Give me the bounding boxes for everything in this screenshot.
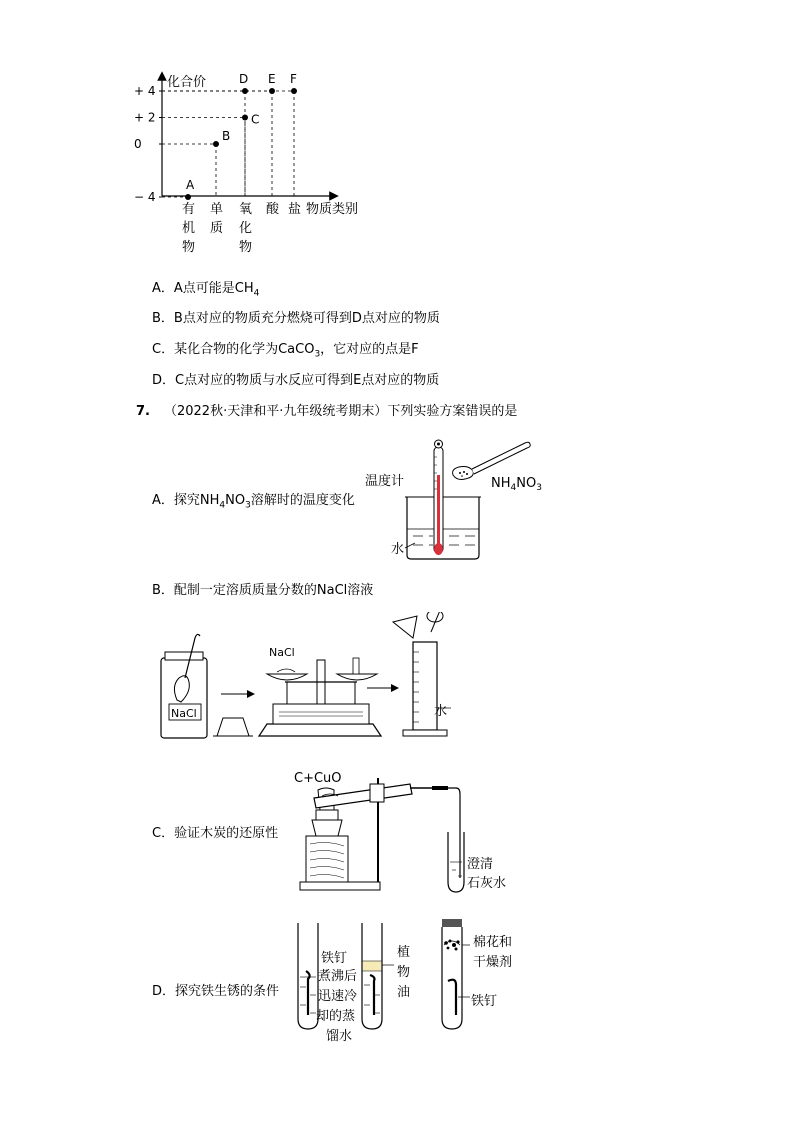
q6-option-c: C．某化合物的化学为CaCO$_3$，它对应的点是F [152, 342, 419, 360]
q6-option-b: B．B点对应的物质充分燃烧可得到D点对应的物质 [152, 311, 440, 326]
x-category-label: 单 [210, 202, 224, 217]
label-boiled-water: 煮沸后 迅速冷 却的蒸 馏水 [316, 969, 358, 1044]
label-vegetable-oil: 植 物 油 [397, 945, 411, 1000]
x-category-label: 机 [182, 221, 196, 236]
y-tick-label: − 4 [134, 190, 156, 204]
label-nail-2: 铁钉 [471, 994, 498, 1009]
x-category-label: 质 [210, 221, 224, 236]
x-axis-label: 物质类别 [306, 202, 359, 217]
data-point-B [213, 141, 219, 147]
q7-option-a: A．探究$NH_4NO_3$溶解时的温度变化 [152, 493, 355, 511]
x-category-label: 物 [239, 240, 253, 255]
figure-a-thermometer-beaker [365, 435, 550, 565]
data-point-label: B [222, 129, 231, 143]
q7-option-d: D．探究铁生锈的条件 [152, 984, 280, 999]
y-tick-labels [134, 84, 162, 204]
q6-option-d: D．C点对应的物质与水反应可得到E点对应的物质 [152, 373, 440, 388]
y-tick-label: 0 [134, 137, 142, 151]
q7-option-c: C．验证木炭的还原性 [152, 826, 279, 841]
data-point-label: C [251, 112, 260, 127]
y-tick-label: + 2 [134, 110, 156, 125]
x-category-labels [182, 201, 301, 255]
data-point-D [242, 88, 248, 94]
label-water-b: 水 [434, 704, 448, 719]
q7-option-b: B．配制一定溶质质量分数的NaCl溶液 [152, 583, 374, 598]
label-water-a: 水 [391, 542, 405, 557]
q6-option-a: A．A点可能是$CH_4$ [152, 281, 260, 299]
label-limewater-2: 石灰水 [467, 876, 507, 891]
label-cotton-desiccant: 棉花和 干燥剂 [473, 935, 513, 970]
label-pan-nacl: NaCl [269, 646, 295, 659]
label-nail-1: 铁钉 [321, 951, 348, 966]
y-axis-label: 化合价 [167, 75, 207, 90]
y-tick-label: + 4 [134, 84, 156, 98]
data-point-E [269, 88, 275, 94]
data-point-label: E [268, 72, 276, 86]
data-point-label: A [186, 178, 195, 192]
q7-stem: 7. （2022秋·天津和平·九年级统考期末）下列实验方案错误的是 [136, 404, 518, 419]
x-category-label: 盐 [288, 202, 302, 217]
data-point-label: F [290, 72, 297, 86]
valence-chart [130, 70, 380, 265]
data-point-A [185, 194, 191, 200]
guide-lines [162, 91, 294, 197]
x-category-label: 氧 [239, 202, 253, 217]
x-category-label: 化 [239, 221, 253, 236]
data-point-F [291, 88, 297, 94]
label-thermometer: 温度计 [365, 474, 405, 489]
label-bottle-nacl: NaCl [171, 707, 197, 720]
label-reactants: C+CuO [294, 771, 342, 786]
data-point-C [242, 115, 248, 121]
figure-b-solution-prep [155, 612, 455, 742]
x-category-label: 有 [182, 202, 196, 217]
x-category-label: 酸 [266, 202, 280, 217]
x-category-label: 物 [182, 240, 196, 255]
label-limewater-1: 澄清 [467, 857, 494, 872]
data-point-label: D [239, 72, 249, 86]
label-nh4no3: $NH_4NO_3$ [491, 476, 542, 493]
